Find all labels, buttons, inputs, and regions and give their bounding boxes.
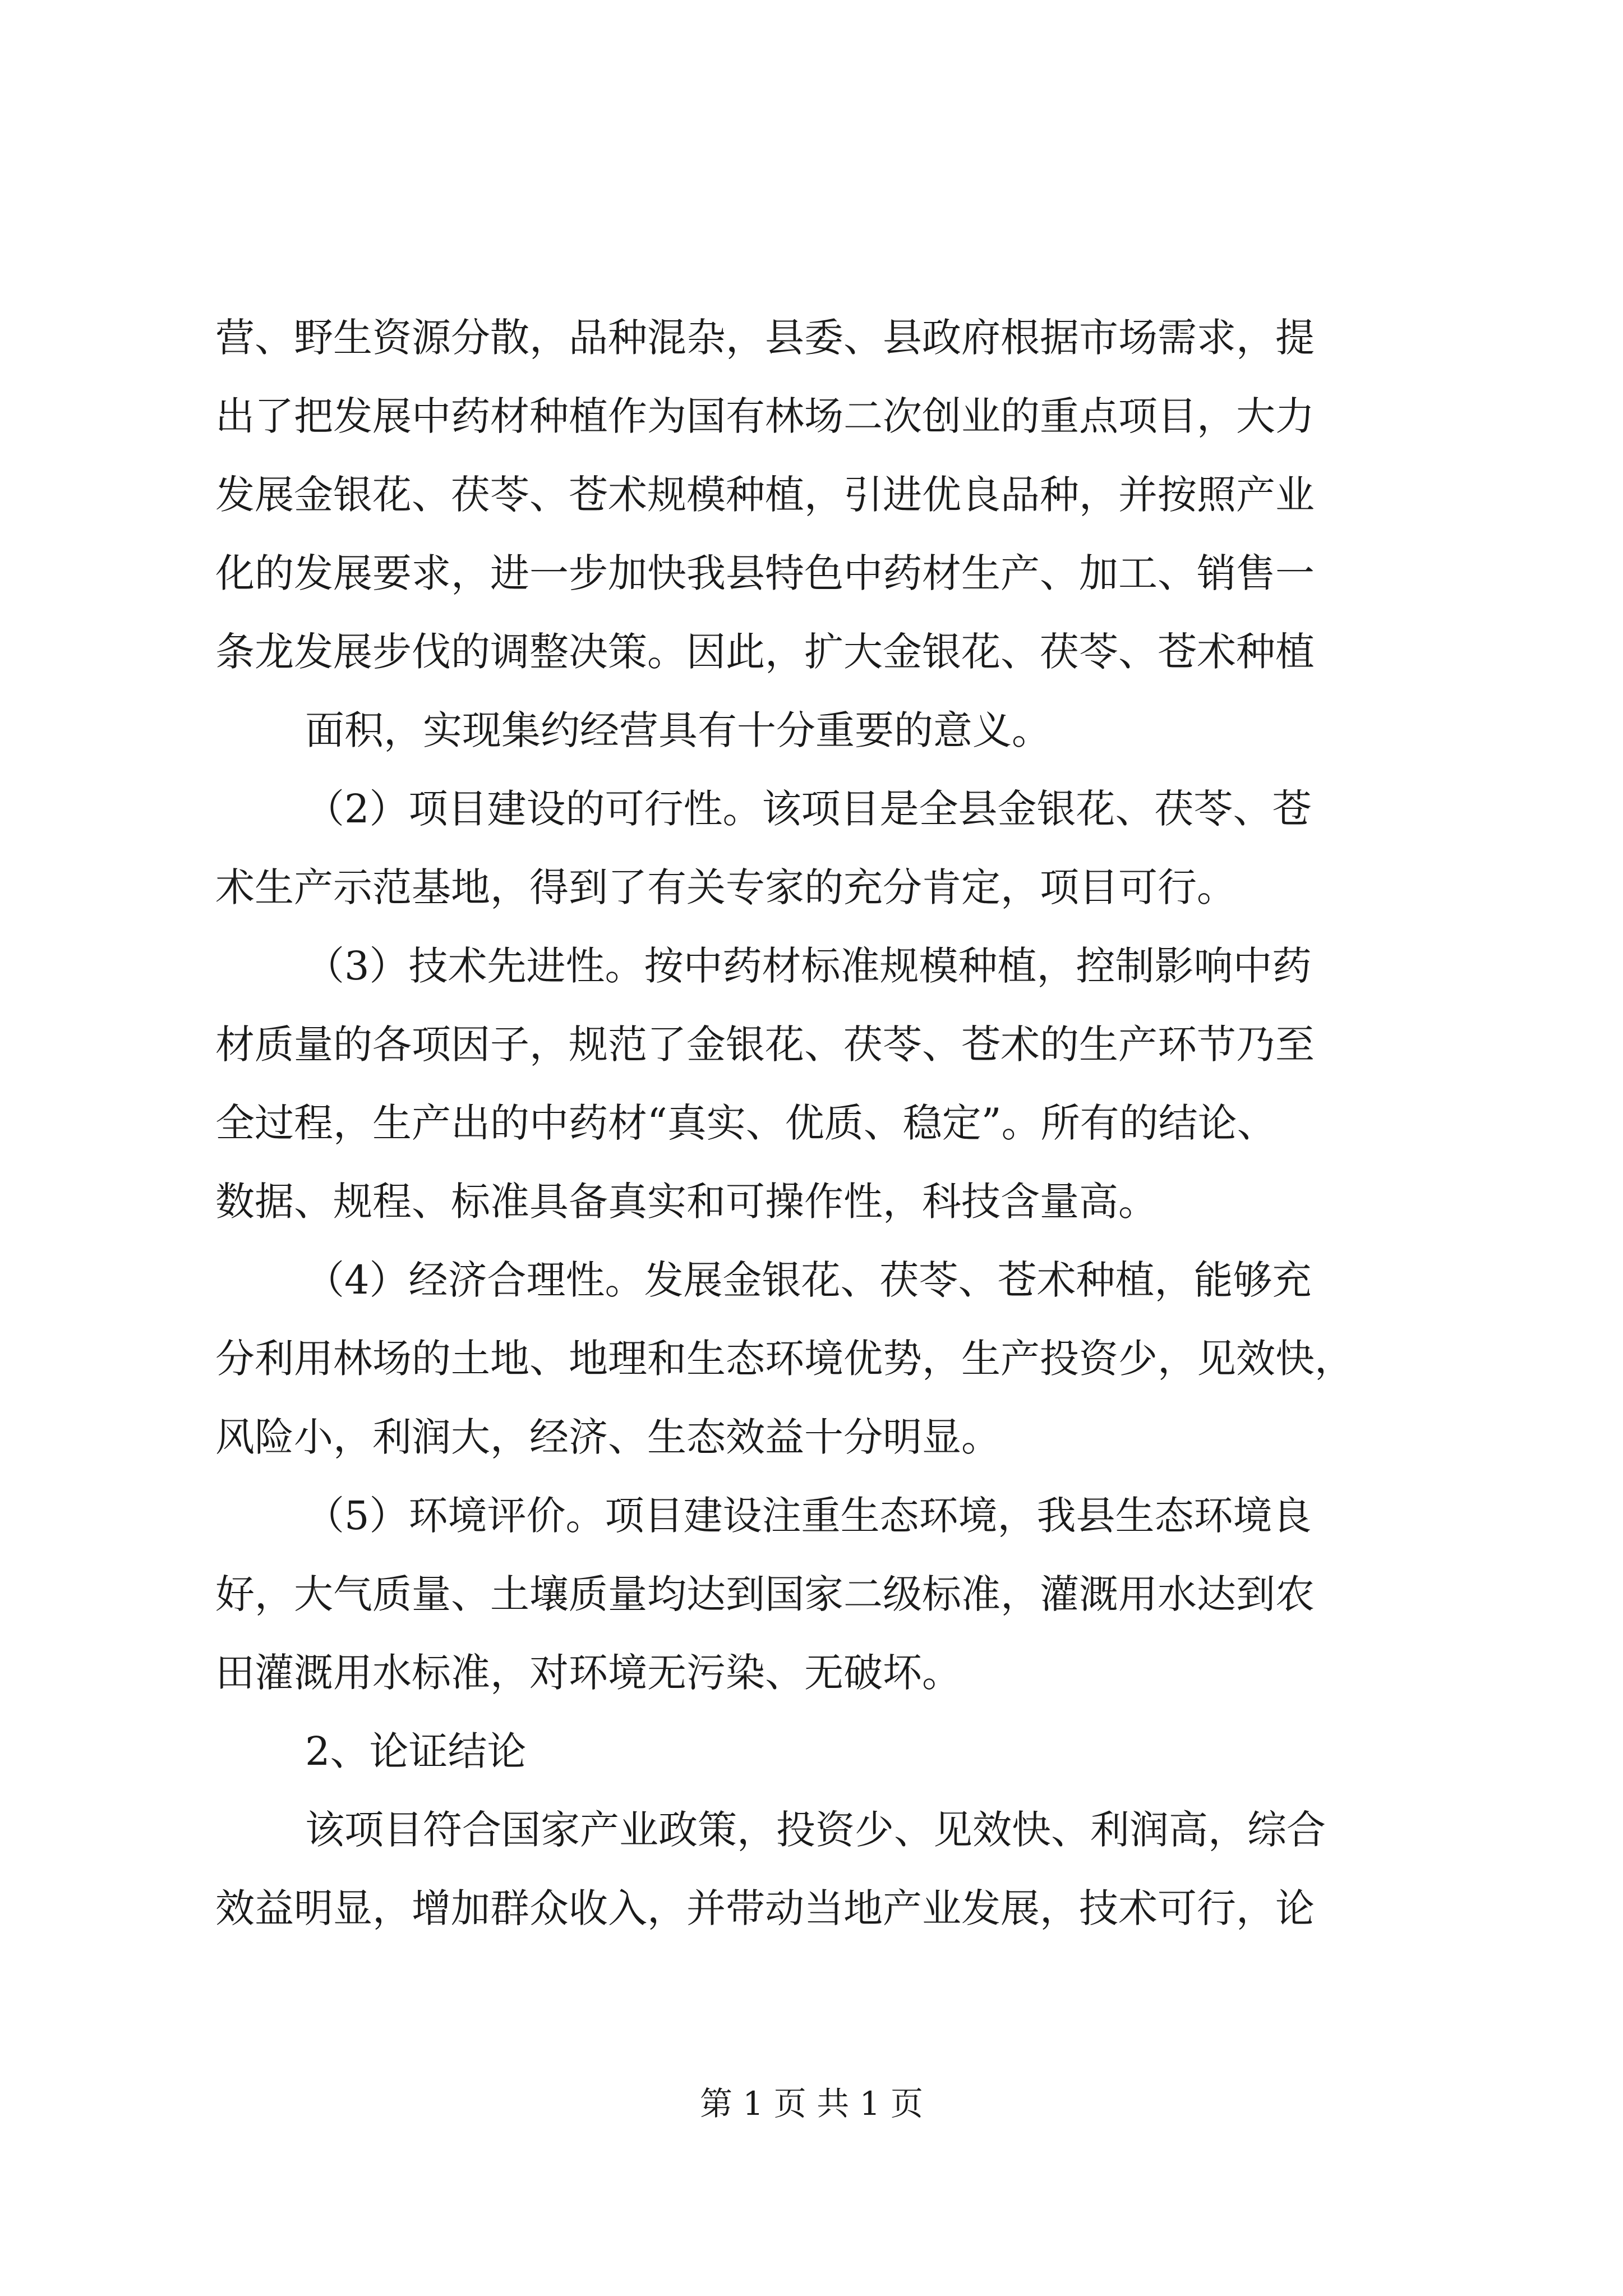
section-heading: 2、论证结论	[305, 1728, 527, 1774]
text-line: 出了把发展中药材种植作为国有林场二次创业的重点项目，大力	[215, 393, 1315, 439]
text-line: （2）项目建设的可行性。该项目是全县金银花、茯苓、苍	[305, 786, 1312, 832]
text-line: 数据、规程、标准具备真实和可操作性，科技含量高。	[215, 1179, 1158, 1225]
text-line: 效益明显，增加群众收入，并带动当地产业发展，技术可行，论	[215, 1885, 1315, 1931]
text-line: （5）环境评价。项目建设注重生态环境，我县生态环境良	[305, 1493, 1312, 1539]
text-line: 该项目符合国家产业政策，投资少、见效快、利润高，综合	[305, 1807, 1326, 1853]
text-line: 化的发展要求，进一步加快我县特色中药材生产、加工、销售一	[215, 550, 1315, 596]
text-line: 好，大气质量、土壤质量均达到国家二级标准，灌溉用水达到农	[215, 1571, 1315, 1617]
text-line: 条龙发展步伐的调整决策。因此，扩大金银花、茯苓、苍术种植	[215, 629, 1315, 675]
text-line: 分利用林场的土地、地理和生态环境优势，生产投资少，见效快，	[215, 1336, 1354, 1382]
text-line: 面积，实现集约经营具有十分重要的意义。	[305, 707, 1051, 753]
page-footer: 第 1 页 共 1 页	[700, 2085, 923, 2123]
text-line: 术生产示范基地，得到了有关专家的充分肯定，项目可行。	[215, 864, 1236, 910]
text-line: 全过程，生产出的中药材“真实、优质、稳定”。所有的结论、	[215, 1100, 1276, 1146]
text-line: 材质量的各项因子，规范了金银花、茯苓、苍术的生产环节乃至	[215, 1022, 1315, 1068]
text-line: 发展金银花、茯苓、苍术规模种植，引进优良品种，并按照产业	[215, 472, 1315, 518]
text-line: （4）经济合理性。发展金银花、茯苓、苍术种植，能够充	[305, 1257, 1312, 1303]
text-line: （3）技术先进性。按中药材标准规模种植，控制影响中药	[305, 943, 1312, 989]
text-line: 田灌溉用水标准，对环境无污染、无破坏。	[215, 1650, 961, 1696]
text-line: 风险小，利润大，经济、生态效益十分明显。	[215, 1414, 1000, 1460]
text-line: 营、野生资源分散，品种混杂，县委、县政府根据市场需求，提	[215, 315, 1315, 361]
